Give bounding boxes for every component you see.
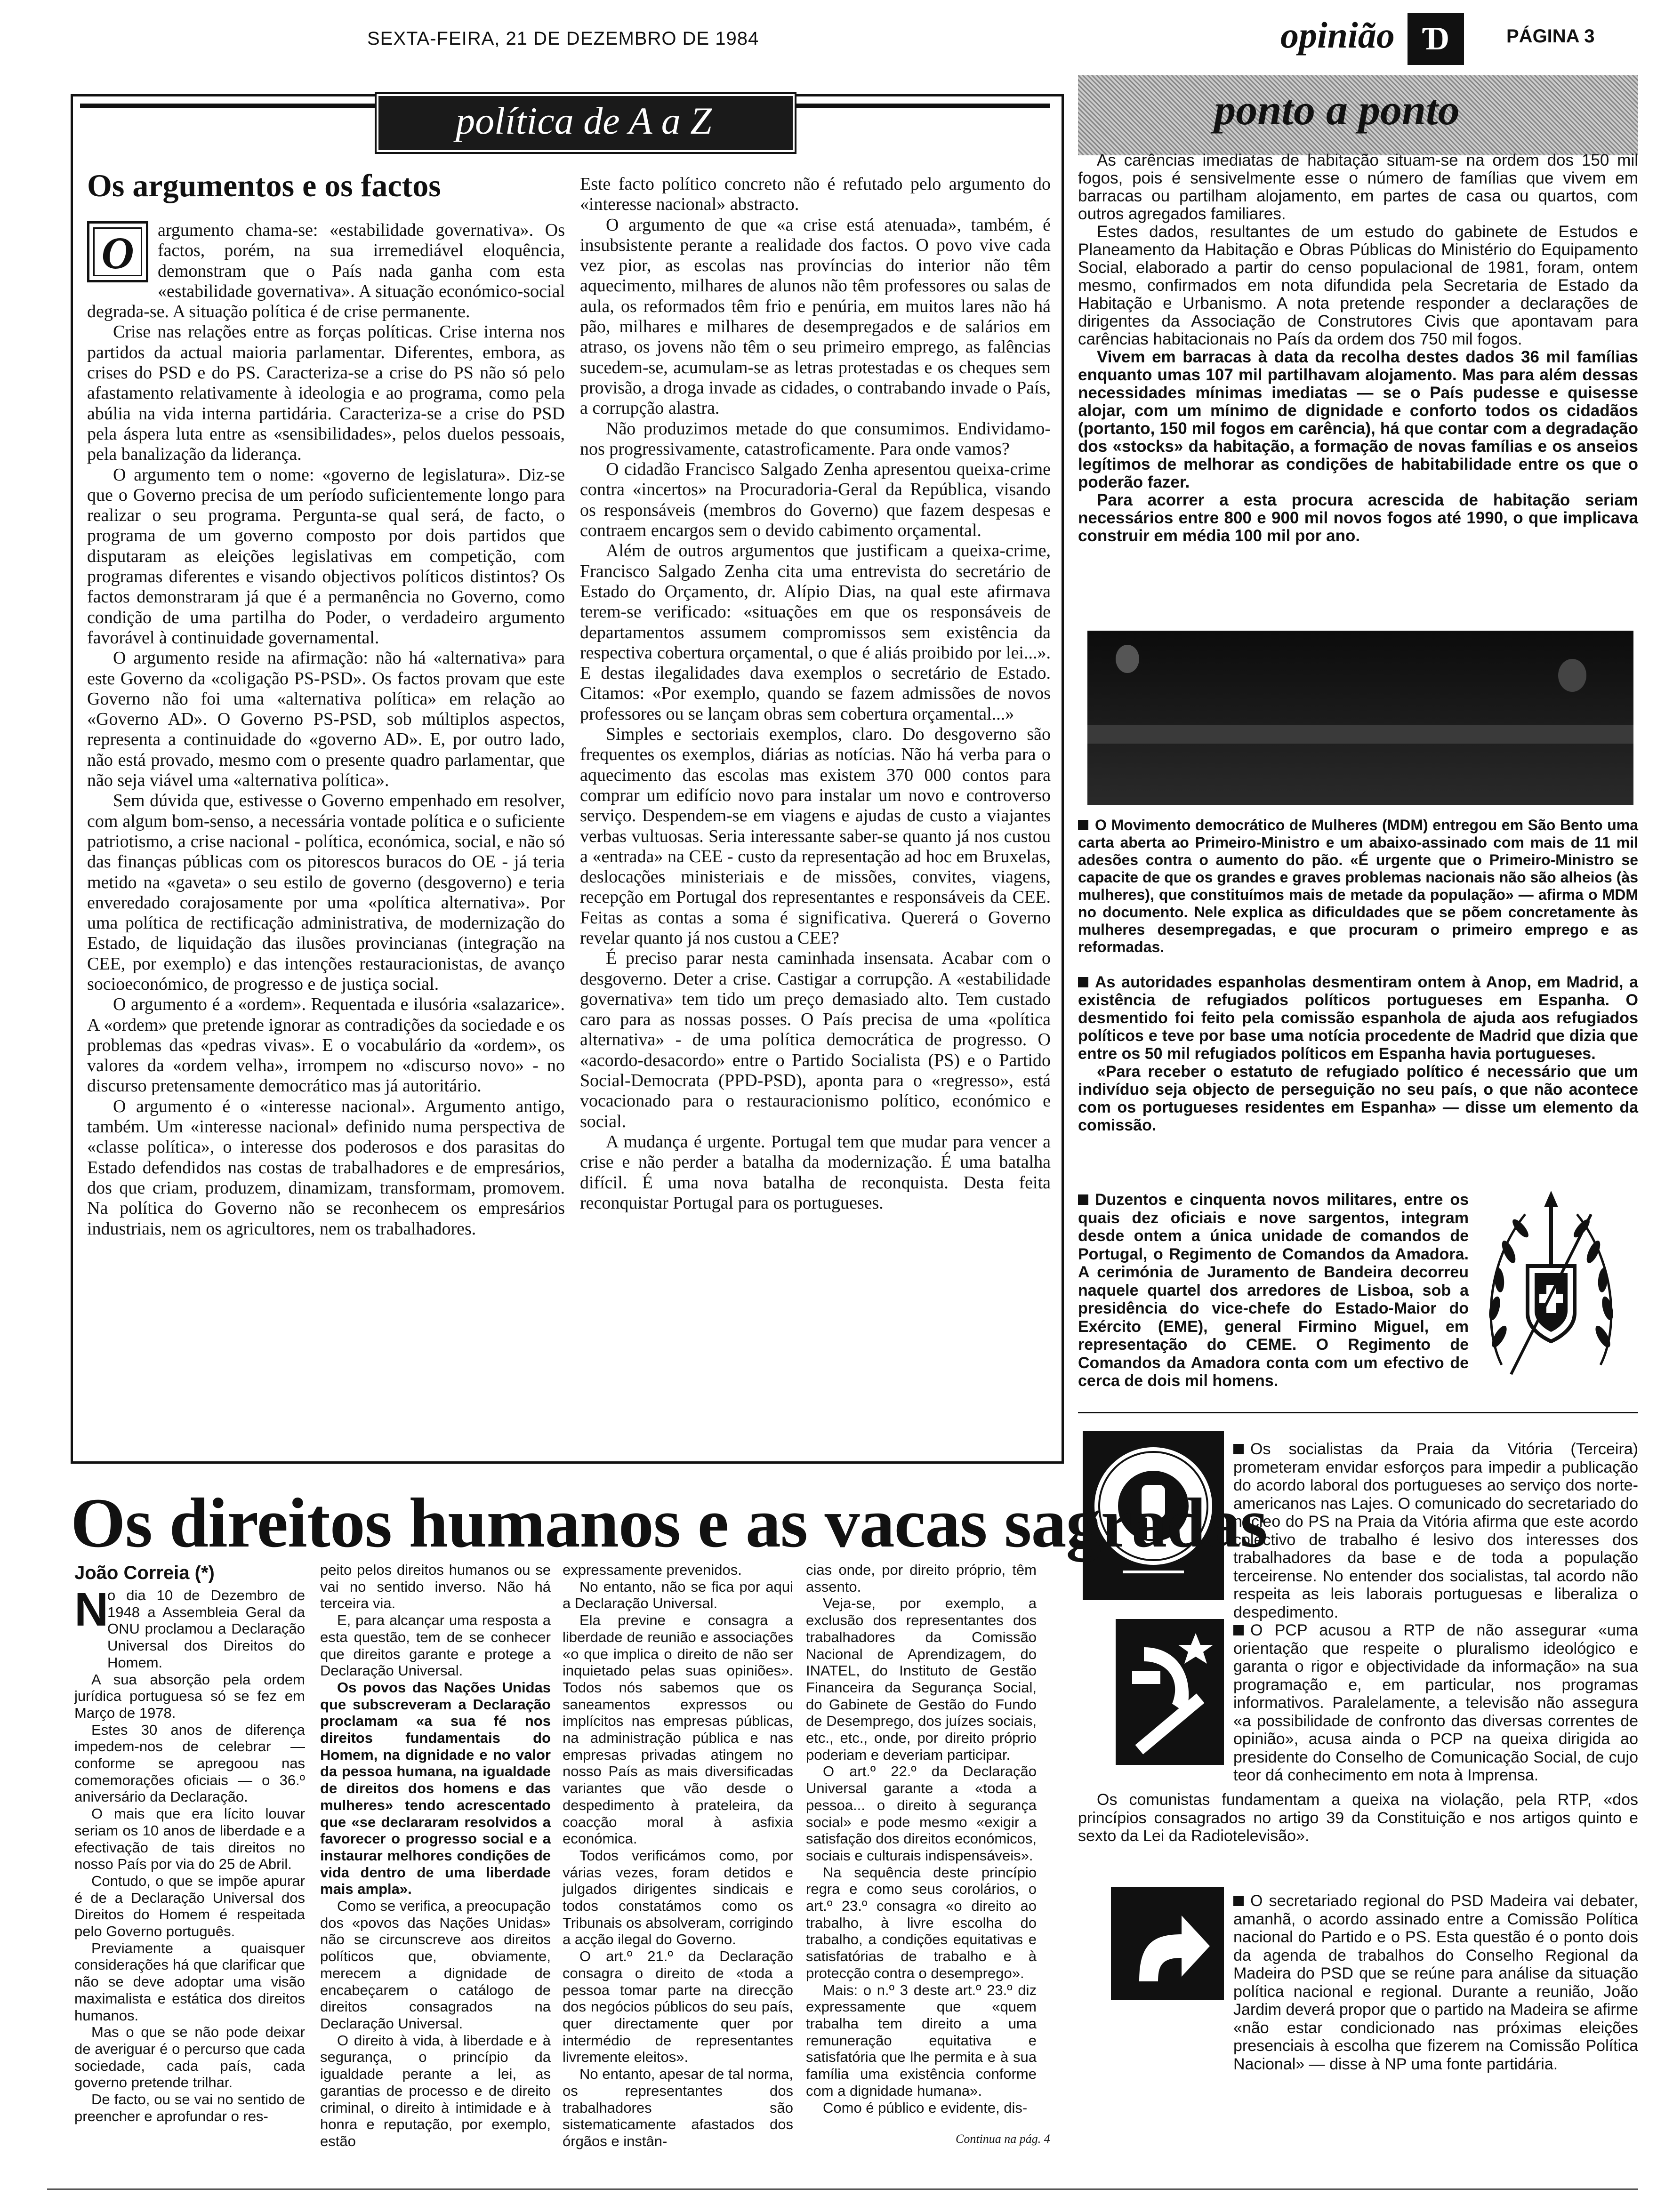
paragraph: Previamente a quaisquer considerações há que clarificar que não se deve adoptar uma visão maximalista e estática dos direitos humanos. xyxy=(74,1940,305,2024)
paragraph: É preciso parar nesta caminhada insensata. Acabar com o desgoverno. Deter a crise. Castigar a corrupção. A «estabilidade governativa» tem tido um preço demasiado alto. Tem custado caro para as nossas posses. O País precisa de uma «política alternativa» - de uma política democrática de progresso. O «acordo-desacordo» entre o Partido Socialista (PS) e o Partido Social-Democrata (PPD-PSD), aponta para o «regresso», está vocacionado para o restauracionismo político, económico e social. xyxy=(580,948,1051,1131)
paragraph: Duzentos e cinquenta novos militares, entre os quais dez oficiais e nove sargentos, integram desde ontem a única unidade de comandos de Portugal, o Regimento de Comandos da Amadora. A cerimónia de Juramento de Bandeira decorreu naquele quartel dos arredores de Lisboa, sob a presidência do vice-chefe do Estado-Maior do Exército (EME), general Firmino Miguel, em representação do CEME. O Regimento de Comandos da Amadora conta com um efectivo de cerca de dois mil homens. xyxy=(1078,1191,1469,1390)
article2-col4 xyxy=(806,1562,1037,2116)
article2-title: Os direitos humanos e as vacas sagradas xyxy=(71,1484,1267,1562)
paragraph: Sem dúvida que, estivesse o Governo empenhado em resolver, com algum bom-senso, a necessária vontade política e o suficiente patriotismo, a crise nacional - política, económica, social, e não só das finanças públicas com os pitorescos buracos do OE - já teria metido na «gaveta» o seu estilo de governo (desgoverno) e teria enveredado corajosamente por uma «política alternativa». Por uma política de rectificação administrativa, de modernização do Estado, de liquidação das ilusões provincianas (integração na CEE, por exemplo) e das intenções restauracionistas, de avanço socioeconómico, de progresso e de justiça social. xyxy=(87,791,565,994)
paragraph: Na sequência deste princípio regra e como seus corolários, o art.º 23.º consagra «o direito ao trabalho, à livre escolha do trabalho, a condições equitativas e satisfatórias de trabalho e à protecção contra o desemprego». xyxy=(806,1864,1037,1981)
paragraph: As autoridades espanholas desmentiram ontem à Anop, em Madrid, a existência de refugiados políticos portugueses em Espanha. O desmentido foi feito pela comissão espanhola de ajuda aos refugiados políticos e teve por base uma notícia procedente de Madrid que dizia que entre os 50 mil refugiados políticos em Espanha havia portugueses. xyxy=(1078,973,1638,1063)
paragraph: O argumento de que «a crise está atenuada», também, é insubsistente perante a realidade dos factos. O povo vive cada vez pior, as escolas nas províncias do interior não têm aquecimento, milhares de alunos não têm professores ou salas de aula, os reformados têm frio e penúria, em muitos lares não há pão, milhares e milhares de desempregados e de salários em atraso, os jovens não têm o seu primeiro emprego, as falências sucedem-se, acumulam-se as letras protestadas e os cheques sem provisão, a droga invade as cidades, o contrabando invade o País, a corrupção alastra. xyxy=(580,215,1051,418)
article1-dropcap: O xyxy=(93,227,142,276)
bullet-icon xyxy=(1233,1896,1244,1906)
article1-col1 xyxy=(87,220,565,1239)
paragraph: O argumento é a «ordem». Requentada e ilusória «salazarice». A «ordem» que pretende ignorar as contradições da sociedade e os problemas das «pedras vivas». E o vocabulário da «ordem», os valores da «ordem velha», irrompem no «discurso novo» - no discurso pretensamente democrático mas já autoritário. xyxy=(87,994,565,1096)
article1-title: Os argumentos e os factos xyxy=(87,168,441,203)
article2-author: João Correia (*) xyxy=(74,1563,215,1583)
paragraph: argumento chama-se: «estabilidade governativa». Os factos, porém, na sua irremediável eloquência, demonstram que o País nada ganha com esta «estabilidade governativa». A situação económico-social degrada-se. A situação política é de crise permanente. xyxy=(87,220,565,322)
paragraph: O direito à vida, à liberdade e à segurança, o princípio da igualdade perante a lei, as garantias de processo e de direito criminal, o direito à intimidade e à honra e reputação, por exemplo, estão xyxy=(320,2032,551,2149)
paragraph: Ela previne e consagra a liberdade de reunião e associações «o que implica o direito de não ser inquietado pelas suas opiniões». Todos nós sabemos que os saneamentos expressos ou implícitos nas empresas públicas, na administração pública e nas empresas privadas atingem no nosso País as mais diversificadas variantes que vão desde o despedimento à prateleira, da coacção moral à asfixia económica. xyxy=(563,1612,793,1847)
paragraph: O argumento tem o nome: «governo de legislatura». Diz-se que o Governo precisa de um período suficientemente longo para realizar o seu programa. Pergunta-se qual será, de facto, o programa de um governo composto por dois partidos que disputaram as eleições legislativas em competição, com programas diferentes e visando objectivos políticos distintos? Os factos demonstraram já que é a permanência no Governo, como condição de uma partilha do Poder, o verdadeiro argumento favorável à continuidade governamental. xyxy=(87,465,565,648)
sidebar-rule xyxy=(1078,1412,1638,1413)
pcp-item-2 xyxy=(1078,1791,1638,1845)
paragraph: peito pelos direitos humanos ou se vai no sentido inverso. Não há terceira via. xyxy=(320,1562,551,1612)
bullet-icon xyxy=(1233,1444,1244,1454)
militares-item xyxy=(1078,1191,1469,1390)
pcp-item xyxy=(1233,1621,1638,1785)
paragraph: expressamente prevenidos. xyxy=(563,1562,742,1578)
paragraph: O secretariado regional do PSD Madeira vai debater, amanhã, o acordo assinado entre a Comissão Política nacional do Partido e o PS. Esta questão é o ponto dois da agenda de trabalhos do Conselho Regional da Madeira do PSD que se reúne para análise da situação política nacional e regional. Durante a reunião, João Jardim deverá propor que o partido na Madeira se afirme «não estar condicionado nas próximas eleições presenciais à escolha que fizerem na Comissão Política Nacional» — disse à NP uma fonte partidária. xyxy=(1233,1892,1638,2073)
article2-dropcap: N xyxy=(74,1583,109,1636)
article2-col1 xyxy=(74,1583,305,2125)
rubric-left: política de A a Z xyxy=(456,99,712,142)
bullet-icon xyxy=(1078,977,1088,987)
article2-col3 xyxy=(563,1562,793,2150)
issue-date: SEXTA-FEIRA, 21 DE DEZEMBRO DE 1984 xyxy=(367,28,759,49)
article1-col2 xyxy=(580,174,1051,1213)
paragraph: A mudança é urgente. Portugal tem que mudar para vencer a crise e não perder a batalha da modernização. É uma batalha difícil. É uma nova batalha de reconquista. Desta feita reconquistar Portugal para os portugueses. xyxy=(580,1131,1051,1213)
paragraph: Além de outros argumentos que justificam a queixa-crime, Francisco Salgado Zenha cita uma entrevista do secretário de Estado do Orçamento, dr. Alípio Dias, na qual este afirmava terem-se verificado: «situações em que os responsáveis de departamentos assumem compromissos sem existência da respectiva cobertura orçamental, o que é aliás proibido por lei...». E destas ilegalidades dava exemplos o secretário de Estado. Citamos: «Por exemplo, quando se fazem admissões de novos professores ou se lançam obras sem cobertura orçamental...» xyxy=(580,541,1051,724)
paragraph: O argumento reside na afirmação: não há «alternativa» para este Governo da «coligação PS-PSD». Os factos provam que este Governo não foi uma «alternativa política» em relação ao «Governo AD». O Governo PS-PSD, sob múltiplos aspectos, representa a continuidade do «governo AD». E, por outro lado, não está provado, mesmo com o presente quadro parlamentar, que não seja viável uma «alternativa política». xyxy=(87,648,565,791)
paragraph: No entanto, apesar de tal norma, os representantes dos trabalhadores são sistematicamente afastados dos órgãos e instân- xyxy=(563,2066,793,2149)
paragraph: O PCP acusou a RTP de não assegurar «uma orientação que respeite o pluralismo ideológico e garanta o rigor e objectividade da informação» na sua programação e, em particular, nos programas informativos. Paralelamente, a televisão não assegura «a possibilidade de confronto das diversas correntes de opinião», acusa ainda o PCP na queixa dirigida ao presidente do Conselho de Comunicação Social, de cujo teor dá conhecimento em nota à Imprensa. xyxy=(1233,1621,1638,1784)
continued-note: Continua na pág. 4 xyxy=(956,2132,1050,2146)
paragraph: Estes dados, resultantes de um estudo do gabinete de Estudos e Planeamento da Habitação e Obras Públicas do Ministério do Equipamento Social, elaborado a partir do censo populacional de 1981, foram, ontem mesmo, confirmados em nota difundida pela Secretaria de Estado da Habitação e Urbanismo. A nota pretende responder a declarações de dirigentes da Associação de Construtores Civis que apontavam para carências habitacionais no País da ordem dos 750 mil fogos. xyxy=(1078,223,1638,348)
paragraph: Para acorrer a esta procura acrescida de habitação seriam necessários entre 800 e 900 mil novos fogos até 1990, o que implicava construir em média 100 mil por ano. xyxy=(1078,491,1638,545)
article2-col2 xyxy=(320,1562,551,2150)
paragraph: As carências imediatas de habitação situam-se na ordem dos 150 mil fogos, pois é sensivelmente esse o número de famílias que vivem em barracas ou partilham alojamento, em partes de casa ou quartos, com outros agregados familiares. xyxy=(1078,151,1638,223)
paragraph: O cidadão Francisco Salgado Zenha apresentou queixa-crime contra «incertos» na Procuradoria-Geral da República, visando os responsáveis (membros do Governo) que fazem despesas e contraem encargos sem o devido cabimento orçamental. xyxy=(580,459,1051,541)
bullet-icon xyxy=(1233,1625,1244,1635)
paragraph: E, para alcançar uma resposta a esta questão, tem de se conhecer que direitos garante e protege a Declaração Universal. xyxy=(320,1612,551,1679)
section-title: opinião xyxy=(1280,15,1395,56)
regiment-emblem-icon xyxy=(1473,1186,1629,1384)
paragraph: Estes 30 anos de diferença impedem-nos de celebrar — conforme se apregoou nas comemorações oficiais — o 36.º aniversário da Declaração. xyxy=(74,1721,305,1805)
mdm-item xyxy=(1078,817,1638,956)
paragraph: Não produzimos metade do que consumimos. Endividamo-nos progressivamente, catastroficamente. Para onde vamos? xyxy=(580,418,1051,459)
bullet-icon xyxy=(1078,820,1088,830)
mdm-photo xyxy=(1087,631,1633,805)
psd-item xyxy=(1233,1892,1638,2073)
paragraph: Os comunistas fundamentam a queixa na violação, pela RTP, «dos princípios consagrados no artigo 39 da Constituição e nos artigos quinto e sexto da Lei da Radiotelevisão». xyxy=(1078,1791,1638,1845)
paragraph: O mais que era lícito louvar seriam os 10 anos de liberdade e a efectivação de tais direitos no nosso País por via do 25 de Abril. xyxy=(74,1805,305,1873)
paragraph: Este facto político concreto não é refutado pelo argumento do «interesse nacional» abstracto. xyxy=(580,174,1051,215)
paragraph: Como se verifica, a preocupação dos «povos das Nações Unidas» não se circunscreve aos direitos políticos que, obviamente, merecem a dignidade de encabeçarem o catálogo de direitos consagrados na Declaração Universal. xyxy=(320,1898,551,2032)
paragraph: Mas o que se não pode deixar de averiguar é o percurso que cada sociedade, cada país, cada governo pretende trilhar. xyxy=(74,2024,305,2091)
page-number: PÁGINA 3 xyxy=(1506,26,1595,47)
paragraph: Todos verificámos como, por várias vezes, foram detidos e julgados dirigentes sindicais e todos constatámos como os Tribunais os absolveram, corrigindo a acção ilegal do Governo. xyxy=(563,1847,793,1948)
page-bottom-rule xyxy=(47,2188,1638,2190)
ponto-housing xyxy=(1078,152,1638,545)
paragraph: Simples e sectoriais exemplos, claro. Do desgoverno são frequentes os exemplos, diárias as notícias. Não há verba para o aquecimento das escolas mas existem 370 000 contos para comprar um edifício novo para instalar um novo e controverso serviço. Despendem-se em viagens e ajudas de custo a viajantes verbas vultuosas. Seria interessante saber-se quanto já nos custou a «entrada» na CEE - custo da representação ad hoc em Bruxelas, deslocações ministeriais e de missões, convites, viagens, recepção em Portugal dos representantes e responsáveis da CEE. Feitas as contas a soma é significativa. Quererá o Governo revelar quanto já nos custou a CEE? xyxy=(580,724,1051,948)
paragraph: Os socialistas da Praia da Vitória (Terceira) prometeram envidar esforços para impedir a publicação do acordo laboral dos portugueses ao serviço dos norte-americanos nas Lajes. O comunicado do secretariado do núcleo do PS na Praia da Vitória afirma que este acordo colectivo de trabalho é lesivo dos interesses dos trabalhadores da base e de toda a população terceirense. No entender dos socialistas, tal acordo não respeita as leis laborais portuguesas e liberaliza o despedimento. xyxy=(1233,1440,1638,1621)
bullet-icon xyxy=(1078,1194,1088,1205)
rubric-right: ponto a ponto xyxy=(1214,86,1460,134)
paragraph: A sua absorção pela ordem jurídica portuguesa só se fez em Março de 1978. xyxy=(74,1671,305,1721)
paragraph: Crise nas relações entre as forças políticas. Crise interna nos partidos da actual maioria parlamentar. Diferentes, embora, as crises do PSD e do PS. Caracteriza-se a crise do PS não só pelo afastamento relativamente à ideologia e ao programa, como pela abúlia na vida interna partidária. Caracteriza-se a crise do PSD pela áspera luta entre as «sensibilidades», pelos duelos pessoais, pela banalização da liderança. xyxy=(87,322,565,465)
socialistas-item xyxy=(1233,1440,1638,1621)
paragraph: No entanto, não se fica por aqui a Declaração Universal. xyxy=(563,1578,793,1612)
paragraph: cias onde, por direito próprio, têm assento. xyxy=(806,1562,1037,1595)
paragraph: De facto, ou se vai no sentido de preencher e aprofundar o res- xyxy=(74,2091,305,2124)
paragraph: Veja-se, por exemplo, a exclusão dos representantes dos trabalhadores da Comissão Nacional de Aprendizagem, do INATEL, do Instituto de Gestão Financeira da Segurança Social, do Gabinete de Gestão do Fundo de Desemprego, dos juízes sociais, etc., etc., onde, por direito próprio poderiam e deveriam participar. xyxy=(806,1595,1037,1763)
paragraph: o dia 10 de Dezembro de 1948 a Assembleia Geral da ONU proclamou a Declaração Universal dos Direitos do Homem. xyxy=(107,1587,305,1671)
paragraph: «Para receber o estatuto de refugiado político é necessário que um indivíduo seja objecto de perseguição no seu país, o que não acontece com os portugueses residentes em Espanha» — disse um elemento da comissão. xyxy=(1078,1063,1638,1134)
paragraph: Como é público e evidente, dis- xyxy=(823,2099,1028,2116)
refugiados-item xyxy=(1078,973,1638,1134)
paragraph: O art.º 22.º da Declaração Universal garante a «toda a pessoa... o direito à segurança social» e pode mesmo «exigir a satisfação dos direitos económicos, sociais e culturais indispensáveis». xyxy=(806,1763,1037,1864)
paragraph: O Movimento democrático de Mulheres (MDM) entregou em São Bento uma carta aberta ao Primeiro-Ministro e um abaixo-assinado com mais de 11 mil adesões contra o aumento do pão. «É urgente que o Primeiro-Ministro se capacite de que os grandes e graves problemas nacionais não são alheios (às mulheres), que constituímos mais de metade da população» — afirma o MDM no documento. Nele explica as dificuldades que se põem concretamente às mulheres desempregadas, e que procuram o primeiro emprego e as reformadas. xyxy=(1078,817,1638,955)
pcp-hammer-sickle-icon xyxy=(1116,1619,1224,1765)
newspaper-logo-icon: Ɗ xyxy=(1408,13,1464,65)
paragraph: O art.º 21.º da Declaração consagra o direito de «toda a pessoa tomar parte na direcção dos negócios públicos do seu país, quer directamente quer por intermédio de representantes livremente eleitos». xyxy=(563,1948,793,2066)
paragraph: O argumento é o «interesse nacional». Argumento antigo, também. Um «interesse nacional» definido numa perspectiva de «classe política», o interesse dos poderosos e dos parasitas do Estado defendidos nas costas de trabalhadores e de empresários, dos que criam, produzem, dinamizam, transformam, promovem. Na política do Governo não se reconhecem os empresários industriais, nem os agricultores, nem os trabalhadores. xyxy=(87,1096,565,1239)
paragraph: Contudo, o que se impõe apurar é de a Declaração Universal dos Direitos do Homem é respeitada pelo Governo português. xyxy=(74,1872,305,1940)
paragraph: Vivem em barracas à data da recolha destes dados 36 mil famílias enquanto umas 107 mil partilhavam alojamento. Mas para além dessas necessidades mínimas imediatas — se o País pudesse e quisesse alojar, com um mínimo de dignidade e conforto todos os cidadãos (portanto, 150 mil fogos em carência), há que contar com a degradação dos «stocks» da habitação, a formação de novas famílias e os anseios legítimos de melhorar as condições de habitabilidade entre os que o poderão fazer. xyxy=(1078,348,1638,491)
paragraph: Os povos das Nações Unidas que subscreveram a Declaração proclamam «a sua fé nos direitos fundamentais do Homem, na dignidade e no valor da pessoa humana, na igualdade de direitos dos homens e das mulheres» tendo acrescentado que «se declararam resolvidos a favorecer o progresso social e a instaurar melhores condições de vida dentro de uma liberdade mais ampla». xyxy=(320,1679,551,1898)
psd-arrow-icon xyxy=(1111,1887,1224,2000)
paragraph: Mais: o n.º 3 deste art.º 23.º diz expressamente que «quem trabalha tem direito a uma remuneração equitativa e satisfatória que lhe permita e à sua família uma existência conforme com a dignidade humana». xyxy=(806,1981,1037,2099)
